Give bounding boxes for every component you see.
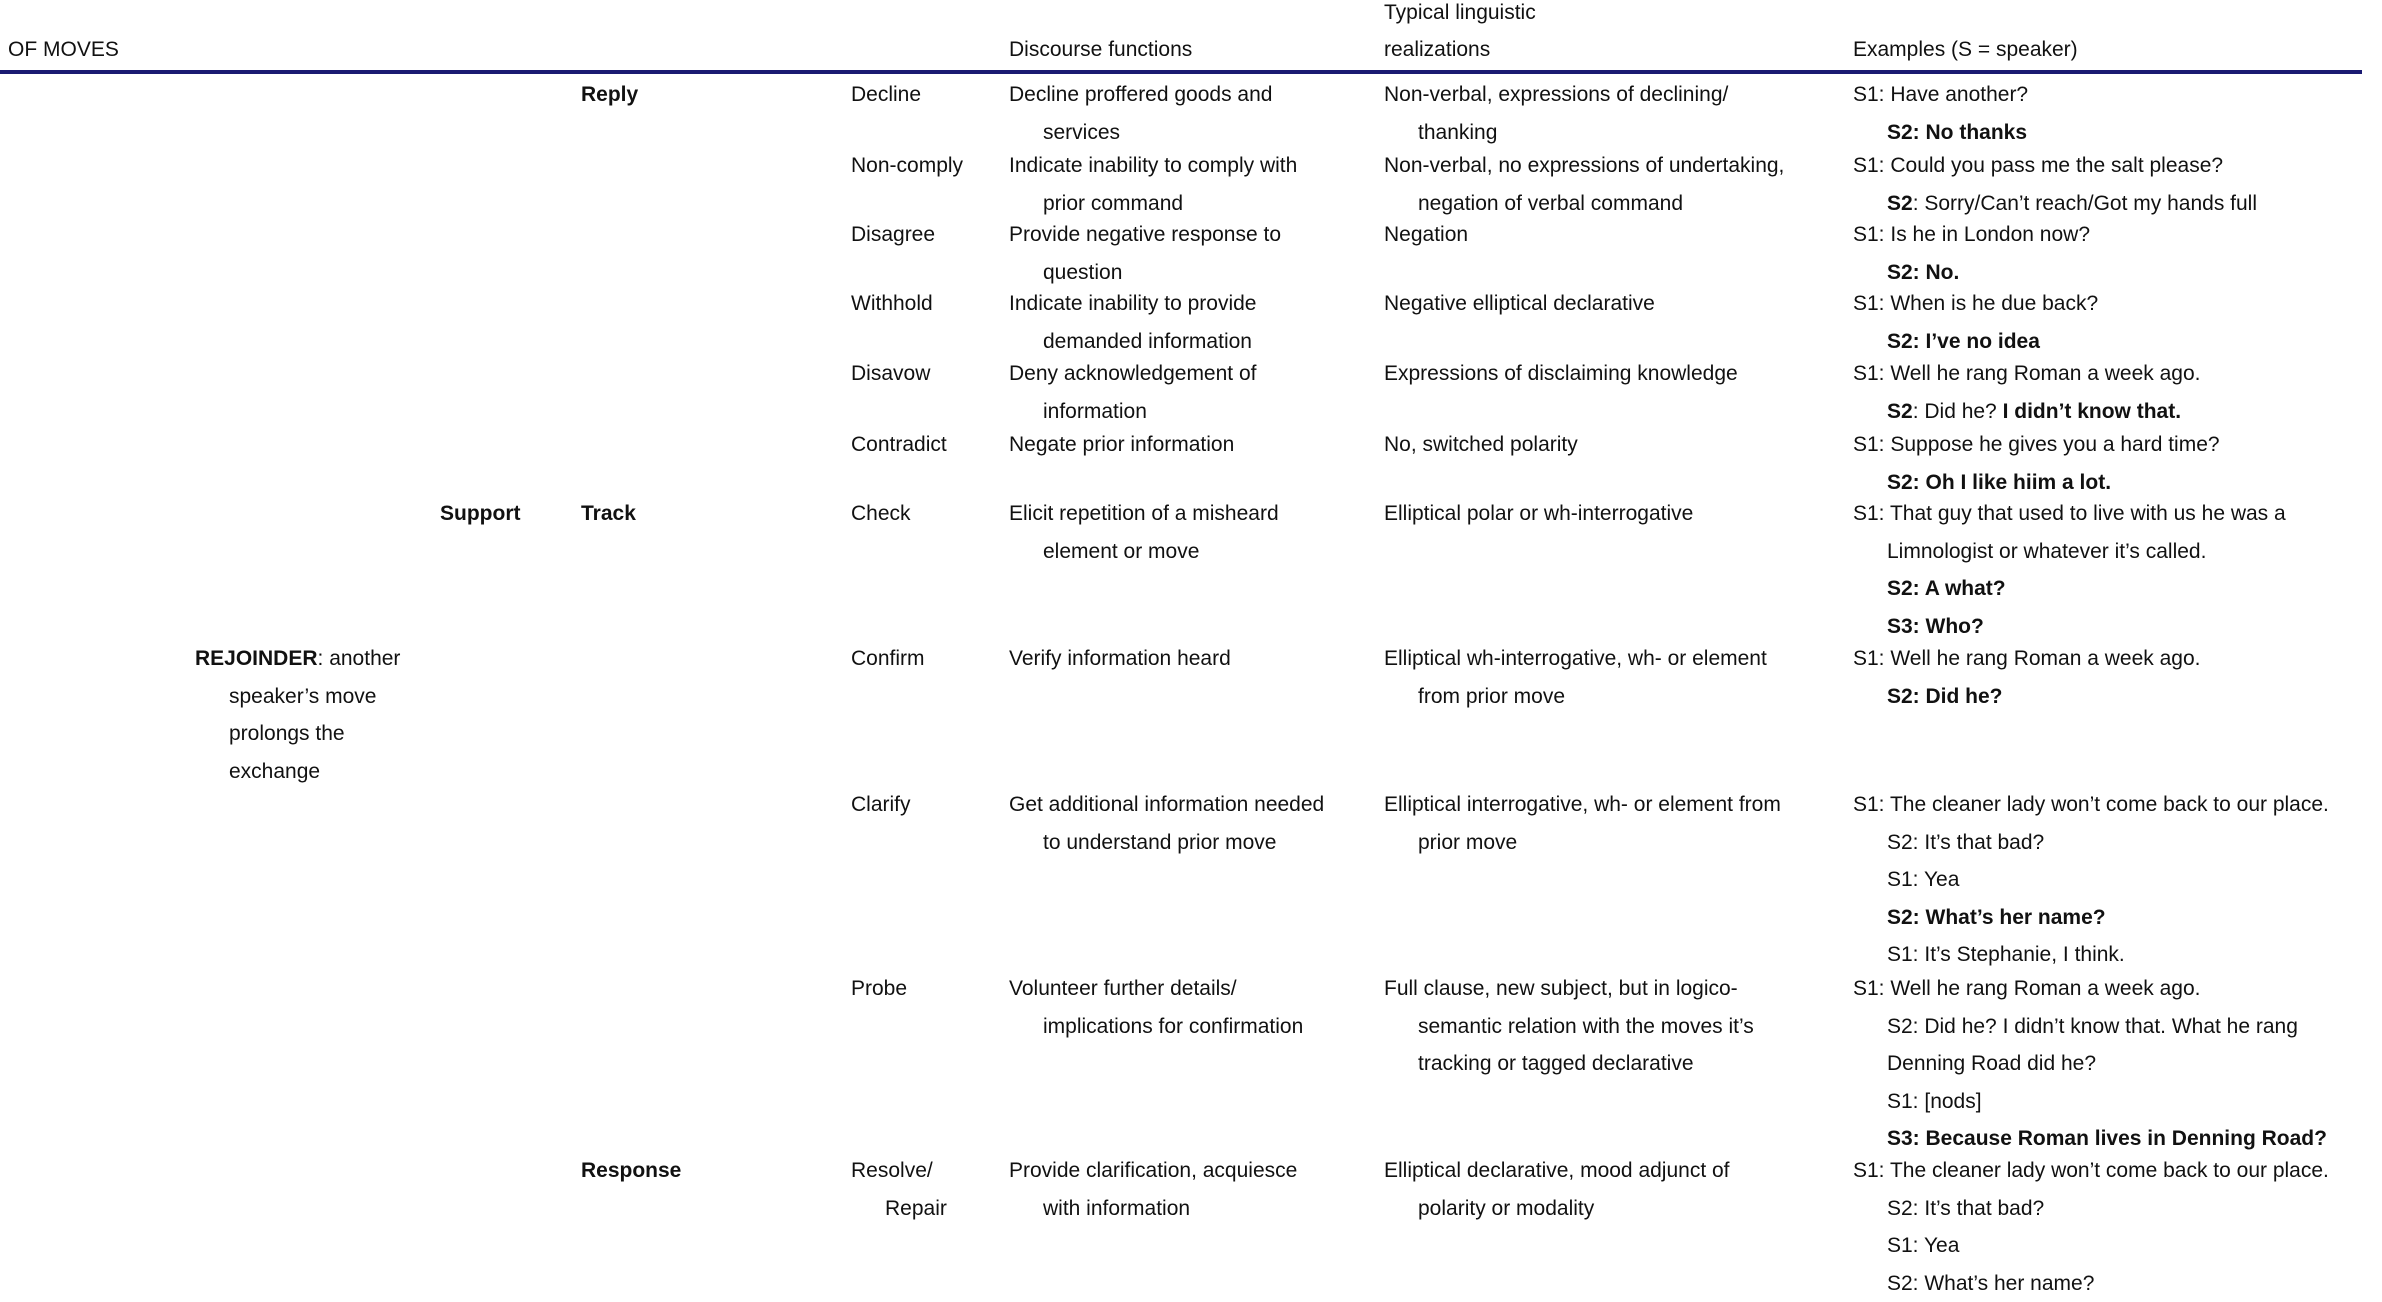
- linguistic-realization-line: from prior move: [1418, 684, 1566, 708]
- example: [1853, 147, 2257, 222]
- move-name: [851, 1152, 947, 1227]
- example-line: [1853, 76, 2028, 114]
- linguistic-realization-line: Elliptical polar or wh-interrogative: [1384, 502, 1694, 525]
- rejoinder-desc-4: exchange: [229, 759, 321, 783]
- example-bold-text: S2: A what?: [1887, 577, 2006, 601]
- example: [1853, 285, 2098, 360]
- header-realizations-line1: Typical linguistic: [1384, 1, 1536, 24]
- linguistic-realization-line: polarity or modality: [1418, 1196, 1595, 1220]
- discourse-function-line: Indicate inability to comply with: [1009, 154, 1298, 177]
- example-line: [1853, 1190, 2329, 1228]
- linguistic-realization: [1384, 216, 1468, 254]
- move-name: [851, 970, 907, 1008]
- example-line: [1853, 393, 2200, 431]
- rejoinder-desc-1: : another: [317, 647, 401, 670]
- example-bold-text: S2: [1887, 399, 1913, 423]
- example-line: [1853, 1008, 2327, 1046]
- example-text: Denning Road did he?: [1887, 1052, 2096, 1076]
- move-name-line: Decline: [851, 83, 922, 106]
- discourse-function: [1009, 285, 1256, 360]
- move-name: [851, 786, 911, 824]
- move-name: [851, 495, 911, 533]
- move-name-line: Probe: [851, 977, 908, 1000]
- example-text: S1: Is he in London now?: [1853, 223, 2091, 246]
- header-examples: Examples (S = speaker): [1853, 38, 2078, 61]
- linguistic-realization: [1384, 285, 1655, 323]
- example-text: S2: What’s her name?: [1887, 1271, 2095, 1295]
- reply-label: Reply: [581, 83, 639, 106]
- move-name-line: Clarify: [851, 793, 911, 816]
- example-text: S1: That guy that used to live with us he was a: [1853, 502, 2286, 525]
- example-line: [1853, 936, 2329, 974]
- discourse-function-line: Elicit repetition of a misheard: [1009, 502, 1279, 525]
- track-label: Track: [581, 502, 636, 525]
- discourse-function-line: services: [1043, 120, 1121, 144]
- rejoinder-label: [195, 640, 400, 790]
- discourse-function-line: Indicate inability to provide: [1009, 292, 1257, 315]
- discourse-function: [1009, 426, 1234, 464]
- linguistic-realization-line: Negation: [1384, 223, 1469, 246]
- example-line: [1853, 495, 2286, 533]
- move-name-line: Check: [851, 502, 911, 525]
- discourse-function-line: Negate prior information: [1009, 433, 1235, 456]
- example-line: [1853, 1265, 2329, 1302]
- example-line: [1853, 640, 2200, 678]
- linguistic-realization-line: prior move: [1418, 830, 1518, 854]
- linguistic-realization: [1384, 1152, 1730, 1227]
- header-moves: OF MOVES: [8, 38, 119, 61]
- linguistic-realization-line: Non-verbal, no expressions of undertaking,: [1384, 154, 1785, 177]
- example-text: S2: Did he? I didn’t know that. What he rang: [1887, 1014, 2298, 1038]
- discourse-function-line: element or move: [1043, 539, 1200, 563]
- linguistic-realization-line: Non-verbal, expressions of declining/: [1384, 83, 1729, 106]
- example: [1853, 1152, 2329, 1302]
- example-bold-text: S2: Oh I like hiim a lot.: [1887, 470, 2112, 494]
- example: [1853, 786, 2329, 974]
- example: [1853, 355, 2200, 430]
- linguistic-realization-line: Full clause, new subject, but in logico-: [1384, 977, 1738, 1000]
- linguistic-realization-line: negation of verbal command: [1418, 191, 1683, 215]
- example-line: [1853, 355, 2200, 393]
- move-name: [851, 640, 925, 678]
- example-bold-text: S3: Who?: [1887, 614, 1984, 638]
- discourse-function-line: Provide clarification, acquiesce: [1009, 1159, 1298, 1182]
- support-label: Support: [440, 502, 521, 525]
- example-text: : Sorry/Can’t reach/Got my hands full: [1912, 191, 2257, 215]
- move-name: [851, 426, 947, 464]
- example-bold-text: S2: [1887, 191, 1913, 215]
- discourse-function: [1009, 1152, 1297, 1227]
- example-line: [1853, 970, 2327, 1008]
- discourse-function-line: Get additional information needed: [1009, 793, 1325, 816]
- discourse-function-line: demanded information: [1043, 329, 1252, 353]
- example-text: S1: Suppose he gives you a hard time?: [1853, 433, 2220, 456]
- discourse-function: [1009, 147, 1297, 222]
- linguistic-realization: [1384, 355, 1738, 393]
- example-line: [1853, 786, 2329, 824]
- example: [1853, 640, 2200, 715]
- discourse-function: [1009, 640, 1231, 678]
- example: [1853, 495, 2286, 645]
- move-name-line: Withhold: [851, 292, 933, 315]
- move-name: [851, 76, 921, 114]
- example-text: S1: Well he rang Roman a week ago.: [1853, 977, 2201, 1000]
- rejoinder-desc-3: prolongs the: [229, 722, 345, 746]
- discourse-function-line: with information: [1043, 1196, 1191, 1220]
- example-text: S2: It’s that bad?: [1887, 830, 2045, 854]
- discourse-function: [1009, 355, 1256, 430]
- header-realizations-line2: realizations: [1384, 38, 1491, 61]
- example-text: S1: The cleaner lady won’t come back to our place.: [1853, 793, 2329, 816]
- discourse-function: [1009, 216, 1281, 291]
- move-name-line: Disagree: [851, 223, 936, 246]
- example-text: : Did he?: [1912, 399, 2003, 423]
- header-rule: [0, 70, 2362, 74]
- example-text: S1: When is he due back?: [1853, 292, 2099, 315]
- example-text: S1: Yea: [1887, 868, 1960, 892]
- linguistic-realization-line: Elliptical declarative, mood adjunct of: [1384, 1159, 1730, 1182]
- discourse-function-line: question: [1043, 260, 1123, 284]
- response-label: Response: [581, 1159, 682, 1182]
- example-text: S1: The cleaner lady won’t come back to our place.: [1853, 1159, 2329, 1182]
- example-line: [1853, 899, 2329, 937]
- move-name: [851, 355, 930, 393]
- example: [1853, 216, 2090, 291]
- discourse-function: [1009, 970, 1303, 1045]
- move-name-line: Repair: [885, 1196, 947, 1220]
- move-name-line: Non-comply: [851, 154, 964, 177]
- example-text: S1: Well he rang Roman a week ago.: [1853, 362, 2201, 385]
- header-discourse-functions: Discourse functions: [1009, 38, 1193, 61]
- move-name: [851, 285, 933, 323]
- linguistic-realization: [1384, 495, 1693, 533]
- example-text: S1: Could you pass me the salt please?: [1853, 154, 2224, 177]
- linguistic-realization-line: semantic relation with the moves it’s: [1418, 1014, 1754, 1038]
- example-line: [1853, 533, 2286, 571]
- example-line: [1853, 426, 2220, 464]
- discourse-function: [1009, 495, 1279, 570]
- example-text: S1: It’s Stephanie, I think.: [1887, 943, 2125, 967]
- linguistic-realization-line: Elliptical interrogative, wh- or element from: [1384, 793, 1781, 816]
- example-line: [1853, 1227, 2329, 1265]
- linguistic-realization: [1384, 76, 1728, 151]
- example-bold-text: S2: I’ve no idea: [1887, 329, 2040, 353]
- example-bold-text: S2: No.: [1887, 260, 1960, 284]
- linguistic-realization: [1384, 640, 1767, 715]
- move-name-line: Disavow: [851, 362, 931, 385]
- example-text: Limnologist or whatever it’s called.: [1887, 539, 2207, 563]
- example-text: S1: Yea: [1887, 1234, 1960, 1258]
- example-bold-text: S2: No thanks: [1887, 120, 2028, 144]
- example-bold-text: I didn’t know that.: [2002, 399, 2182, 423]
- example-line: [1853, 861, 2329, 899]
- linguistic-realization: [1384, 147, 1784, 222]
- linguistic-realization-line: No, switched polarity: [1384, 433, 1578, 456]
- linguistic-realization-line: tracking or tagged declarative: [1418, 1052, 1694, 1076]
- example-line: [1853, 1083, 2327, 1121]
- example-bold-text: S2: What’s her name?: [1887, 905, 2106, 929]
- example-text: S1: [nods]: [1887, 1089, 1982, 1113]
- example: [1853, 76, 2028, 151]
- rejoinder-desc-2: speaker’s move: [229, 684, 377, 708]
- discourse-function: [1009, 76, 1272, 151]
- example-line: [1853, 1045, 2327, 1083]
- example-line: [1853, 285, 2098, 323]
- discourse-function-line: Provide negative response to: [1009, 223, 1282, 246]
- example: [1853, 970, 2327, 1158]
- discourse-function-line: prior command: [1043, 191, 1184, 215]
- example-text: S2: It’s that bad?: [1887, 1196, 2045, 1220]
- example-line: [1853, 216, 2090, 254]
- example-line: [1853, 570, 2286, 608]
- rejoinder-term: REJOINDER: [195, 647, 318, 670]
- linguistic-realization: [1384, 426, 1578, 464]
- linguistic-realization-line: Expressions of disclaiming knowledge: [1384, 362, 1738, 385]
- example-line: [1853, 114, 2028, 152]
- linguistic-realization: [1384, 786, 1781, 861]
- discourse-function-line: implications for confirmation: [1043, 1014, 1304, 1038]
- discourse-function-line: Volunteer further details/: [1009, 977, 1237, 1000]
- linguistic-realization-line: Elliptical wh-interrogative, wh- or element: [1384, 647, 1767, 670]
- example-bold-text: S2: Did he?: [1887, 684, 2003, 708]
- discourse-function-line: Decline proffered goods and: [1009, 83, 1273, 106]
- linguistic-realization: [1384, 970, 1754, 1083]
- example-line: [1853, 824, 2329, 862]
- discourse-function: [1009, 786, 1324, 861]
- example-text: S1: Well he rang Roman a week ago.: [1853, 647, 2201, 670]
- discourse-function-line: information: [1043, 399, 1147, 423]
- move-name-line: Resolve/: [851, 1159, 933, 1182]
- example-line: [1853, 147, 2257, 185]
- linguistic-realization-line: Negative elliptical declarative: [1384, 292, 1655, 315]
- discourse-function-line: Deny acknowledgement of: [1009, 362, 1257, 385]
- move-name-line: Confirm: [851, 647, 925, 670]
- example-text: S1: Have another?: [1853, 83, 2029, 106]
- example-line: [1853, 1152, 2329, 1190]
- discourse-function-line: to understand prior move: [1043, 830, 1277, 854]
- linguistic-realization-line: thanking: [1418, 120, 1498, 144]
- example-line: [1853, 678, 2200, 716]
- move-name: [851, 147, 963, 185]
- discourse-function-line: Verify information heard: [1009, 647, 1231, 670]
- move-name-line: Contradict: [851, 433, 947, 456]
- move-name: [851, 216, 935, 254]
- example-bold-text: S3: Because Roman lives in Denning Road?: [1887, 1127, 2327, 1151]
- example: [1853, 426, 2220, 501]
